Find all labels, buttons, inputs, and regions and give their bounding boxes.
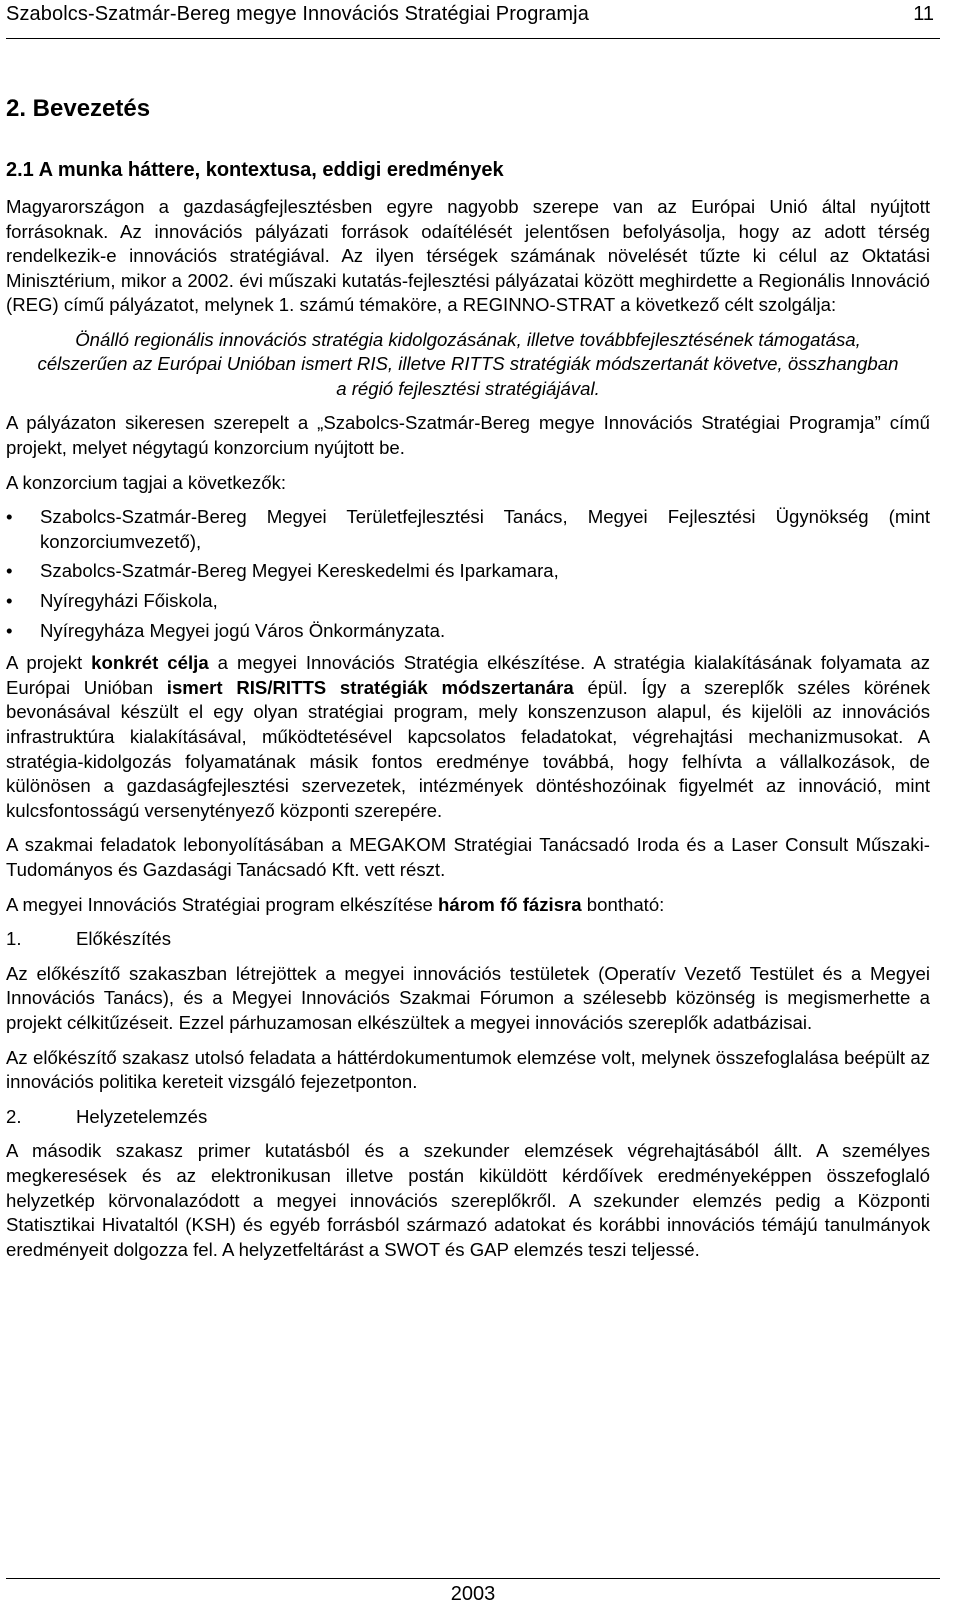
program-goal-quote: Önálló regionális innovációs stratégia kidolgozásának, illetve továbbfejlesztésének támogatása, célszerűen az Európai Unióban ismert RIS, illetve RITTS stratégiák módszertanát követve, összhangban a régió fejlesztési stratégiájával. bbox=[37, 328, 899, 399]
paragraph-project: A pályázaton sikeresen szerepelt a „Szabolcs-Szatmár-Bereg megye Innovációs Stratégiai Programja” című projekt, melyet négytagú konzorcium nyújtott be. bbox=[6, 412, 930, 459]
text-run: épül. Így a szereplők széles körének bevonásával készült el egy olyan stratégiai program, mely konszenzuson alapul, és kijelöli az innovációs infrastruktúra kialakításával, működtetésével kapcsolatos feladatokat, végrehajtási mechanizmusokat. A stratégia-kidolgozás folyamatának másik fontos eredménye továbbá, hogy felhívta a vállalkozások, de különösen a gazdaságfejlesztési szervezetek, intézmények döntéshozóinak figyelmét az innováció, mint kulcsfontosságú versenytényező központi szerepére. bbox=[6, 676, 930, 821]
bullet-icon: • bbox=[6, 590, 13, 612]
paragraph-background: Magyarországon a gazdaságfejlesztésben egyre nagyobb szerepe van az Európai Unió által nyújtott forrásoknak. Az innovációs pályázati források odaítélését jelentősen befolyásolja, hogy az adott térség rendelkezik-e innovációs stratégiával. Az ilyen térségek számának növelését tűzte ki célul az Oktatási Minisztérium, mikor a 2002. évi műszaki kutatás-fejlesztési pályázatai között meghirdette a Regionális Innováció (REG) című pályázatot, melynek 1. számú témaköre, a REGINNO-STRAT a következő célt szolgálja: bbox=[6, 196, 930, 316]
bold-text: ismert RIS/RITTS stratégiák módszertanára bbox=[166, 676, 574, 698]
member-text: Nyíregyházi Főiskola, bbox=[40, 590, 218, 612]
phase-label: Előkészítés bbox=[76, 928, 172, 950]
phase-number: 2. bbox=[6, 1105, 22, 1127]
member-text: Szabolcs-Szatmár-Bereg Megyei Kereskedelmi és Iparkamara, bbox=[40, 560, 559, 582]
phase-heading-1 bbox=[6, 927, 930, 952]
text-run: A megyei Innovációs Stratégiai program elkészítése bbox=[6, 893, 439, 915]
bold-text: konkrét célja bbox=[91, 652, 209, 674]
consortium-member-list bbox=[6, 505, 930, 643]
paragraph-contractors: A szakmai feladatok lebonyolításában a MEGAKOM Stratégiai Tanácsadó Iroda és a Laser Consult Műszaki-Tudományos és Gazdasági Tanácsadó Kft. vett részt. bbox=[6, 834, 930, 880]
chapter-heading: 2. Bevezetés bbox=[6, 95, 151, 122]
text-run: A projekt bbox=[6, 652, 92, 674]
bullet-icon: • bbox=[6, 619, 13, 641]
member-text: Nyíregyháza Megyei jogú Város Önkormányzata. bbox=[40, 619, 446, 641]
list-item bbox=[6, 559, 930, 584]
phase-heading-2 bbox=[6, 1105, 930, 1130]
document-body bbox=[6, 94, 930, 1272]
paragraph-phases-intro bbox=[6, 893, 930, 918]
list-item bbox=[6, 505, 930, 554]
list-item bbox=[6, 589, 930, 614]
paragraph-situation-analysis: A második szakasz primer kutatásból és a szekunder elemzések végrehajtásából állt. A személyes megkeresések és az elektronikusan illetve postán kiküldött kérdőívek eredményeképpen összefoglaló helyzetkép körvonalazódott a megyei innovációs szereplőkről. A szekunder elemzés pedig a Központi Statisztikai Hivataltól (KSH) és egyéb forrásból származó adatokat és korábbi innovációs témájú tanulmányok eredményeit dolgozza fel. A helyzetfeltárást a SWOT és GAP elemzés teszi teljessé. bbox=[6, 1140, 930, 1260]
phase-label: Helyzetelemzés bbox=[76, 1105, 208, 1127]
text-run: bontható: bbox=[581, 893, 665, 915]
footer-year: 2003 bbox=[450, 1583, 496, 1605]
member-text: Szabolcs-Szatmár-Bereg Megyei Területfejlesztési Tanács, Megyei Fejlesztési Ügynökség (mint konzorciumvezető), bbox=[40, 506, 930, 552]
bullet-icon: • bbox=[6, 506, 13, 528]
section-heading: 2.1 A munka háttere, kontextusa, eddigi eredmények bbox=[6, 159, 504, 181]
paragraph-consortium-intro: A konzorcium tagjai a következők: bbox=[6, 471, 287, 493]
page-header bbox=[6, 0, 940, 39]
paragraph-preparation: Az előkészítő szakaszban létrejöttek a megyei innovációs testületek (Operatív Vezető Testület és a Megyei Innovációs Tanács), és a Megyei Innovációs Szakmai Fórumon a szélesebb közönség is megismerhette a projekt célkitűzéseit. Ezzel párhuzamosan elkészültek a megyei innovációs szereplők adatbázisai. bbox=[6, 962, 930, 1033]
paragraph-preparation-final: Az előkészítő szakasz utolsó feladata a háttérdokumentumok elemzése volt, melynek összefoglalása beépült az innovációs politika kereteit vizsgáló fejezetponton. bbox=[6, 1046, 930, 1093]
bold-text: három fő fázisra bbox=[438, 893, 582, 915]
page-footer bbox=[6, 1578, 940, 1605]
page-number: 11 bbox=[913, 3, 934, 25]
list-item bbox=[6, 619, 930, 644]
bullet-icon: • bbox=[6, 560, 13, 582]
paragraph-project-goal bbox=[6, 651, 930, 823]
header-title: Szabolcs-Szatmár-Bereg megye Innovációs Stratégiai Programja bbox=[6, 3, 589, 25]
text-run: a megyei Innovációs Stratégia elkészítése. A stratégia kialakításának folyamata az Európai Unióban bbox=[6, 652, 930, 698]
phase-number: 1. bbox=[6, 928, 22, 950]
